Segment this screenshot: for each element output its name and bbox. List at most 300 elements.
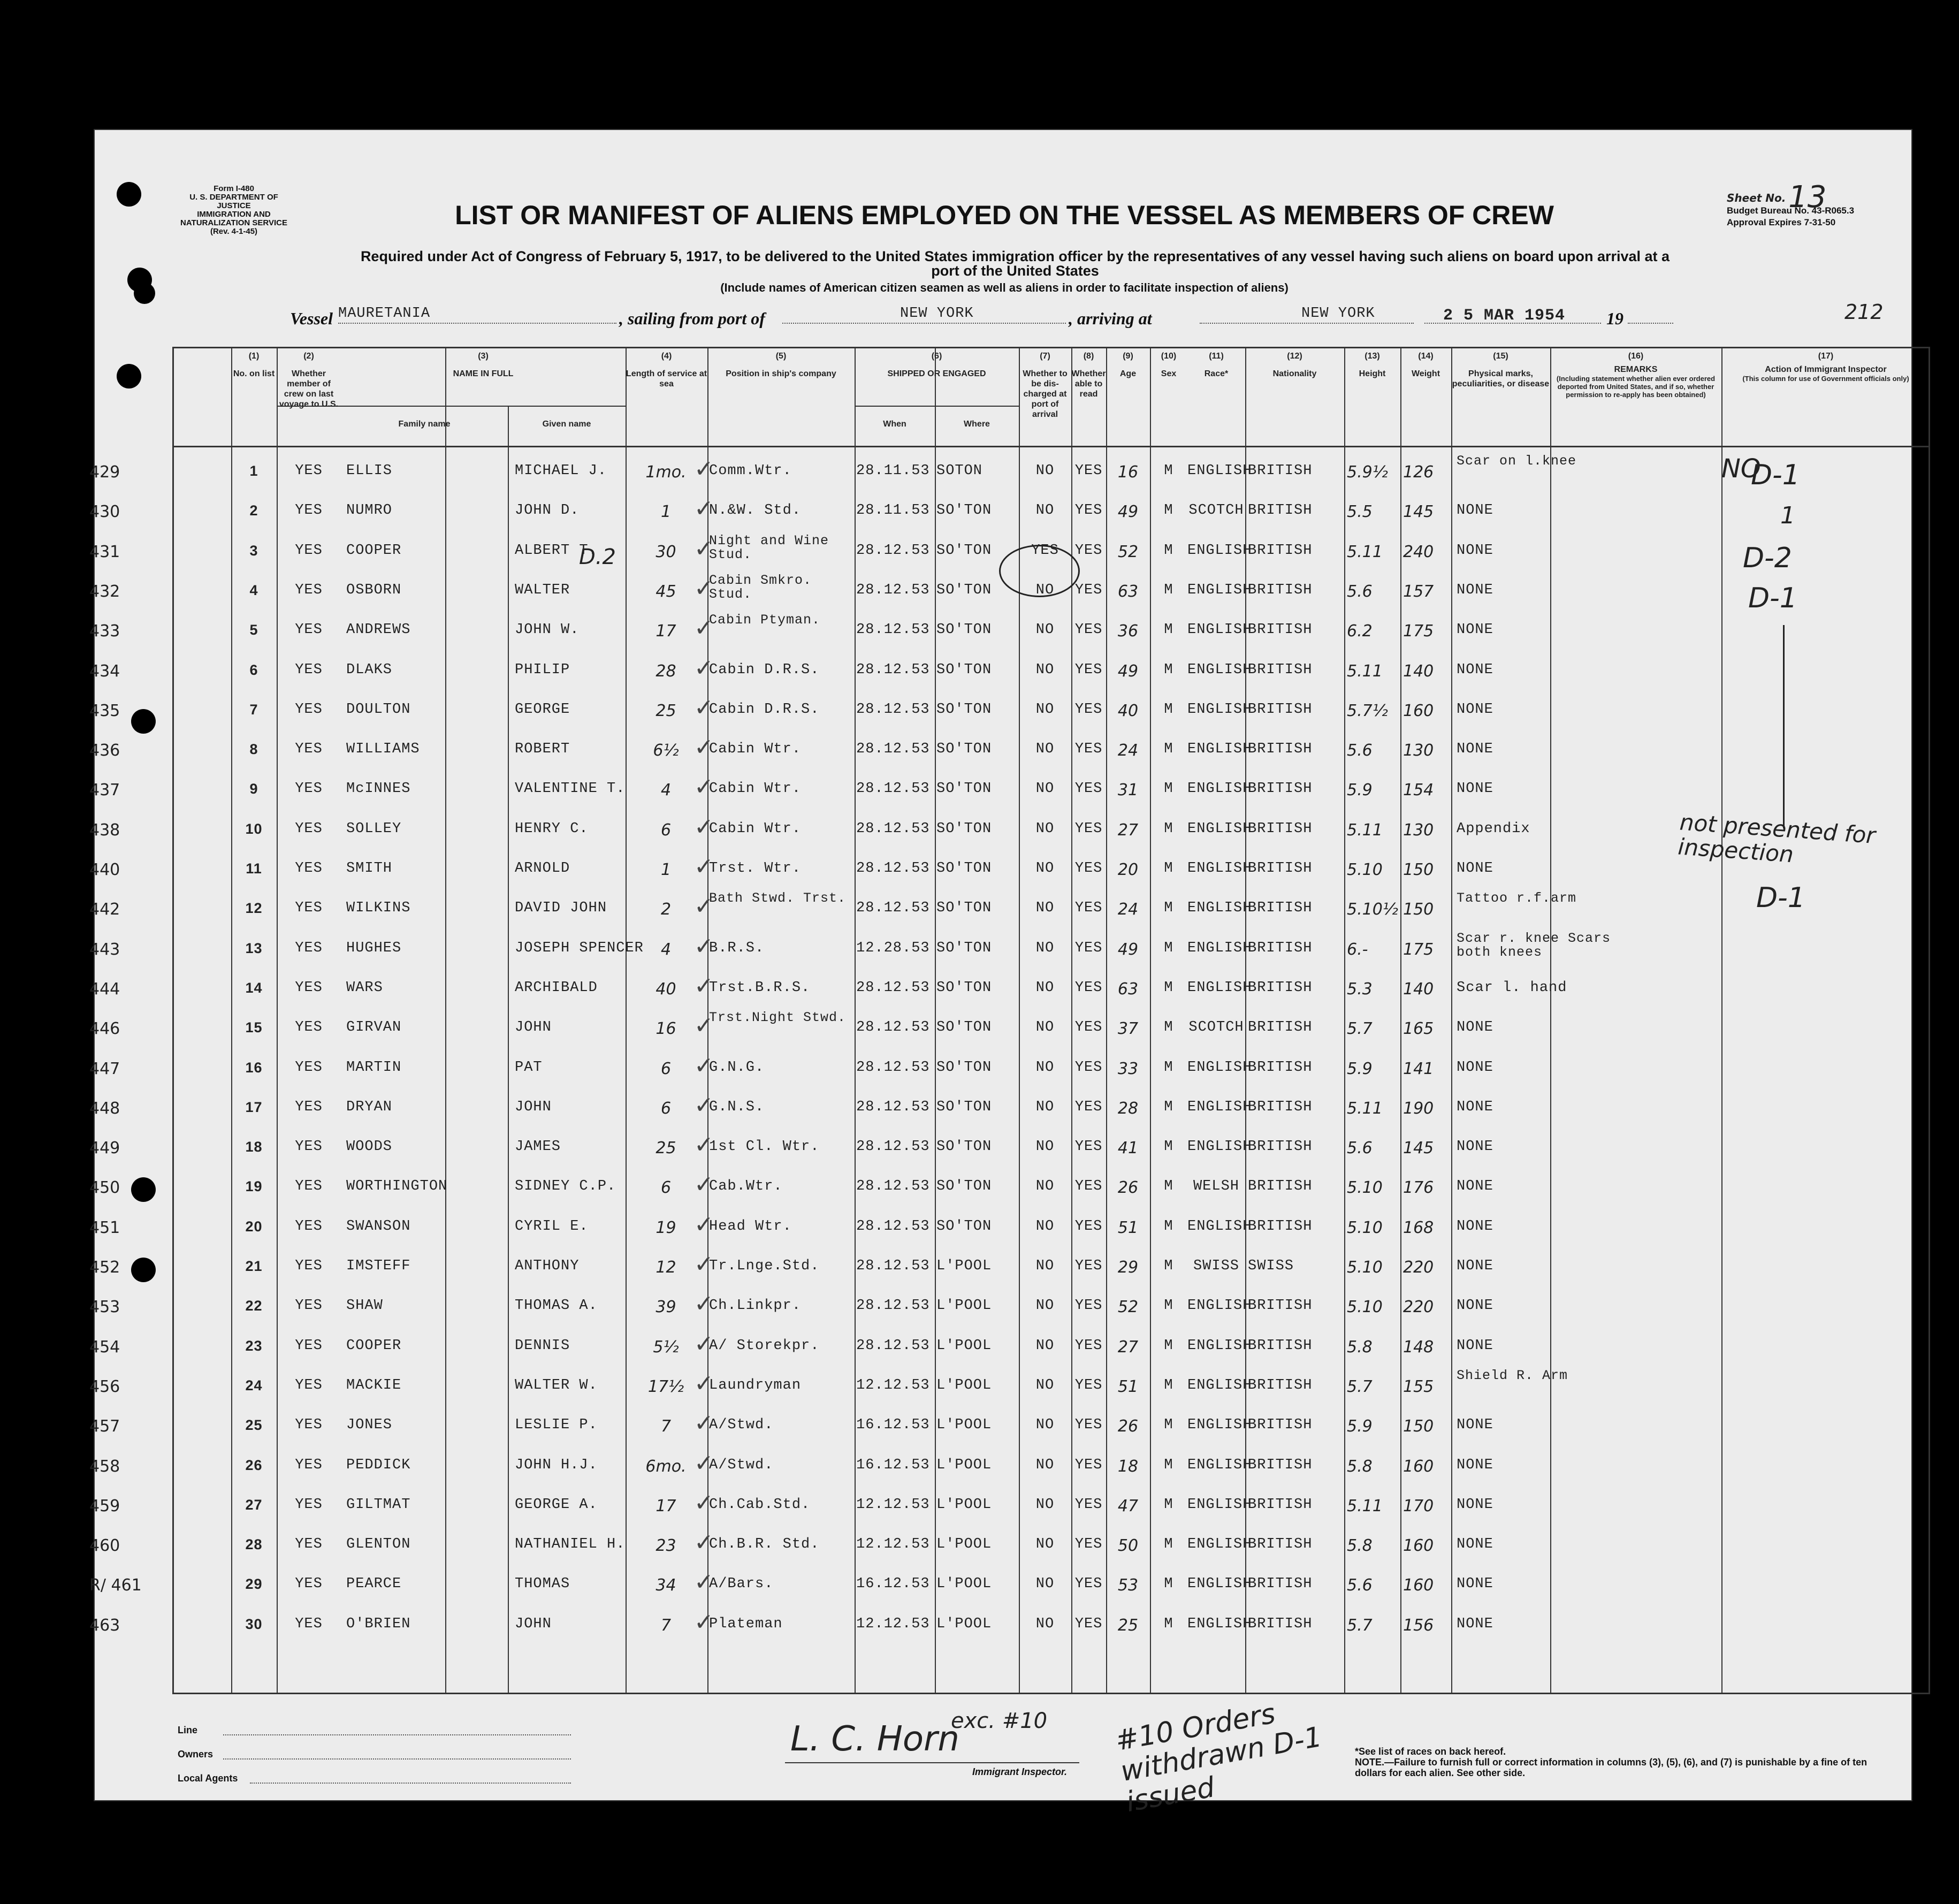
punch-hole xyxy=(117,182,141,207)
check-mark: ✓ xyxy=(694,1091,714,1119)
cell-given: PAT xyxy=(515,1059,543,1076)
cell-no: 8 xyxy=(249,741,258,758)
cell-marks: NONE xyxy=(1457,701,1493,718)
cell-pos: Cab.Wtr. xyxy=(709,1178,783,1195)
cell-family: WOODS xyxy=(346,1139,393,1155)
cell-race: ENGLISH xyxy=(1187,1059,1252,1076)
cell-given: WALTER W. xyxy=(515,1377,598,1393)
cell-read: YES xyxy=(1074,1218,1103,1235)
cell-given: THOMAS xyxy=(515,1576,570,1593)
owners-label: Owners xyxy=(178,1749,214,1760)
cell-service: 6 xyxy=(660,1178,672,1198)
cell-race: ENGLISH xyxy=(1187,1099,1252,1115)
line-number: 457 xyxy=(89,1417,120,1436)
cell-age: 25 xyxy=(1117,1616,1139,1635)
cell-no: 29 xyxy=(245,1576,263,1593)
cell-marks: NONE xyxy=(1457,1576,1493,1593)
penalty-note: NOTE.—Failure to furnish full or correct information in columns (3), (5), (6), and (7) is punishable by a fine of ten dollars for each alien. See other side. xyxy=(1355,1757,1867,1778)
cell-race: ENGLISH xyxy=(1187,1536,1252,1553)
line-number: 453 xyxy=(89,1298,120,1317)
column-number: (7) xyxy=(1040,352,1050,361)
cell-when: 12.12.53 xyxy=(856,1616,930,1632)
cell-given: DENNIS xyxy=(515,1337,570,1354)
cell-ht: 5.10 xyxy=(1347,1258,1383,1277)
cell-read: YES xyxy=(1074,1417,1103,1434)
cell-disch: NO xyxy=(1035,940,1055,956)
line-number: 438 xyxy=(89,820,120,840)
cell-service: 30 xyxy=(655,542,676,561)
cell-family: OSBORN xyxy=(346,582,402,598)
cell-service: 6 xyxy=(660,820,672,840)
cell-prev: YES xyxy=(295,741,323,758)
cell-where: SO'TON xyxy=(936,1218,992,1235)
action-tick-1: 1 xyxy=(1780,502,1795,529)
cell-service: 1 xyxy=(660,860,672,879)
cell-nat: BRITISH xyxy=(1248,1059,1313,1076)
cell-race: ENGLISH xyxy=(1187,1337,1252,1354)
cell-disch: NO xyxy=(1035,1298,1055,1314)
cell-sex: M xyxy=(1164,1139,1173,1155)
cell-where: SO'TON xyxy=(936,502,992,519)
action-bracket xyxy=(1783,625,1785,828)
cell-nat: BRITISH xyxy=(1248,741,1313,758)
cell-when: 28.12.53 xyxy=(856,1139,930,1155)
cell-when: 12.12.53 xyxy=(856,1536,930,1553)
cell-where: SO'TON xyxy=(936,820,992,837)
cell-age: 51 xyxy=(1117,1218,1139,1237)
line-number: 432 xyxy=(89,582,120,601)
cell-service: 17½ xyxy=(647,1377,684,1396)
table-row xyxy=(89,1127,1930,1166)
table-row xyxy=(89,1564,1930,1603)
cell-marks: NONE xyxy=(1457,1536,1493,1553)
cell-family: GIRVAN xyxy=(346,1019,402,1036)
cell-family: JONES xyxy=(346,1417,393,1434)
cell-pos: Cabin Wtr. xyxy=(709,820,802,837)
cell-read: YES xyxy=(1074,1298,1103,1314)
table-row xyxy=(89,888,1930,927)
line-number: 443 xyxy=(89,940,120,959)
table-row xyxy=(89,1485,1930,1524)
cell-age: 28 xyxy=(1117,1099,1139,1118)
line-number: 448 xyxy=(89,1099,120,1118)
cell-nat: BRITISH xyxy=(1248,1576,1313,1593)
cell-prev: YES xyxy=(295,1218,323,1235)
cell-no: 9 xyxy=(249,781,258,797)
cell-read: YES xyxy=(1074,1576,1103,1593)
column-subheader-left: When xyxy=(883,420,906,429)
cell-read: YES xyxy=(1074,820,1103,837)
cell-prev: YES xyxy=(295,1178,323,1195)
line-number: 451 xyxy=(89,1218,120,1237)
cell-when: 12.12.53 xyxy=(856,1377,930,1393)
cell-no: 24 xyxy=(245,1377,263,1393)
cell-wt: 175 xyxy=(1403,940,1434,959)
cell-where: L'POOL xyxy=(936,1457,992,1473)
check-mark: ✓ xyxy=(694,1052,714,1079)
sheet-number: 13 xyxy=(1788,180,1827,215)
cell-read: YES xyxy=(1074,1457,1103,1473)
cell-no: 1 xyxy=(249,463,258,479)
cell-nat: BRITISH xyxy=(1248,1178,1313,1195)
cell-sex: M xyxy=(1164,1417,1173,1434)
check-mark: ✓ xyxy=(694,853,714,880)
cell-family: PEDDICK xyxy=(346,1457,411,1473)
cell-prev: YES xyxy=(295,940,323,956)
line-number: 452 xyxy=(89,1258,120,1277)
sheet-block xyxy=(1727,180,1887,229)
cell-prev: YES xyxy=(295,1337,323,1354)
arriving-label: , arriving at xyxy=(1069,309,1152,328)
cell-where: L'POOL xyxy=(936,1298,992,1314)
revision-date: (Rev. 4-1-45) xyxy=(210,227,258,236)
cell-race: ENGLISH xyxy=(1187,661,1252,678)
cell-age: 37 xyxy=(1117,1019,1139,1039)
cell-nat: SWISS xyxy=(1248,1258,1294,1274)
cell-nat: BRITISH xyxy=(1248,661,1313,678)
cell-when: 16.12.53 xyxy=(856,1576,930,1593)
cell-where: L'POOL xyxy=(936,1536,992,1553)
cell-disch: NO xyxy=(1035,1337,1055,1354)
cell-prev: YES xyxy=(295,463,323,479)
cell-no: 25 xyxy=(245,1417,263,1434)
cell-pos: Cabin Ptyman. xyxy=(709,612,821,628)
cell-sex: M xyxy=(1164,1536,1173,1553)
cell-nat: BRITISH xyxy=(1248,900,1313,917)
cell-sex: M xyxy=(1164,1496,1173,1513)
cell-prev: YES xyxy=(295,622,323,638)
cell-disch: NO xyxy=(1035,1616,1055,1632)
table-row xyxy=(89,610,1930,649)
cell-where: SO'TON xyxy=(936,900,992,917)
cell-read: YES xyxy=(1074,940,1103,956)
cell-pos: Trst.B.R.S. xyxy=(709,979,811,996)
column-number: (6) xyxy=(931,352,942,361)
cell-age: 52 xyxy=(1117,542,1139,561)
cell-marks: Scar r. knee Scars both knees xyxy=(1457,930,1611,960)
cell-no: 7 xyxy=(249,701,258,718)
cell-no: 19 xyxy=(245,1178,263,1195)
cell-ht: 5.11 xyxy=(1347,820,1383,840)
cell-race: ENGLISH xyxy=(1187,542,1252,559)
cell-family: GLENTON xyxy=(346,1536,411,1553)
cell-family: SOLLEY xyxy=(346,820,402,837)
cell-no: 11 xyxy=(246,860,262,877)
cell-race: ENGLISH xyxy=(1187,781,1252,797)
check-mark: ✓ xyxy=(694,1568,714,1596)
date-stamp: 2 5 MAR 1954 xyxy=(1443,307,1566,325)
table-row xyxy=(89,1087,1930,1126)
check-mark: ✓ xyxy=(694,734,714,761)
cell-given: ARCHIBALD xyxy=(515,979,598,996)
cell-sex: M xyxy=(1164,1258,1173,1274)
action-d1-d: D-1 xyxy=(1756,882,1805,914)
cell-age: 49 xyxy=(1117,502,1139,522)
column-number: (8) xyxy=(1083,352,1094,361)
column-label: Whether able to read xyxy=(1071,369,1106,399)
cell-disch: NO xyxy=(1035,781,1055,797)
column-header-8 xyxy=(1071,351,1106,399)
cell-marks: NONE xyxy=(1457,1019,1493,1036)
cell-wt: 141 xyxy=(1403,1059,1434,1078)
column-header-11 xyxy=(1187,351,1245,379)
cell-sex: M xyxy=(1164,1457,1173,1473)
cell-when: 28.12.53 xyxy=(856,1178,930,1195)
check-mark: ✓ xyxy=(694,932,714,960)
column-number: (13) xyxy=(1365,352,1380,361)
cell-pos: Laundryman xyxy=(709,1377,802,1393)
cell-pos: Ch.Linkpr. xyxy=(709,1298,802,1314)
line-number: 447 xyxy=(89,1059,120,1078)
cell-no: 30 xyxy=(245,1616,263,1632)
cell-pos: B.R.S. xyxy=(709,940,765,956)
cell-wt: 130 xyxy=(1403,741,1434,760)
cell-disch: NO xyxy=(1035,661,1055,678)
line-number: 437 xyxy=(89,781,120,800)
cell-given: GEORGE A. xyxy=(515,1496,598,1513)
cell-age: 26 xyxy=(1117,1417,1139,1436)
cell-prev: YES xyxy=(295,1576,323,1593)
cell-read: YES xyxy=(1074,860,1103,877)
column-header-3 xyxy=(341,351,626,379)
cell-service: 25 xyxy=(655,701,676,720)
manifest-content xyxy=(89,141,1909,1819)
table-row xyxy=(89,1405,1930,1444)
cell-ht: 6.2 xyxy=(1347,622,1373,641)
cell-no: 26 xyxy=(245,1457,263,1473)
cell-given: MICHAEL J. xyxy=(515,463,607,479)
cell-nat: BRITISH xyxy=(1248,940,1313,956)
cell-where: SO'TON xyxy=(936,661,992,678)
cell-race: SCOTCH xyxy=(1188,1019,1244,1036)
cell-disch: YES xyxy=(1031,542,1059,559)
cell-nat: BRITISH xyxy=(1248,1457,1313,1473)
action-d1-c: D-1 xyxy=(1748,582,1797,614)
cell-wt: 156 xyxy=(1403,1616,1434,1635)
cell-race: ENGLISH xyxy=(1187,979,1252,996)
column-header-15 xyxy=(1451,351,1550,389)
cell-sex: M xyxy=(1164,502,1173,519)
cell-nat: BRITISH xyxy=(1248,979,1313,996)
column-label: Action of Immigrant Inspector xyxy=(1765,365,1887,374)
cell-disch: NO xyxy=(1035,1178,1055,1195)
punch-hole xyxy=(131,1258,156,1282)
cell-ht: 5.8 xyxy=(1347,1457,1373,1476)
cell-wt: 165 xyxy=(1403,1019,1434,1039)
cell-wt: 145 xyxy=(1403,502,1434,522)
line-number: 449 xyxy=(89,1139,120,1158)
cell-no: 10 xyxy=(245,820,263,837)
cell-ht: 5.6 xyxy=(1347,741,1373,760)
cell-service: 7 xyxy=(660,1417,672,1436)
cell-sex: M xyxy=(1164,1576,1173,1593)
cell-nat: BRITISH xyxy=(1248,542,1313,559)
cell-when: 28.12.53 xyxy=(856,582,930,598)
cell-wt: 126 xyxy=(1403,463,1434,482)
cell-prev: YES xyxy=(295,1457,323,1473)
column-number: (9) xyxy=(1123,352,1133,361)
table-row xyxy=(89,491,1930,530)
cell-no: 6 xyxy=(249,661,258,678)
cell-ht: 5.6 xyxy=(1347,582,1373,601)
cell-wt: 220 xyxy=(1403,1298,1434,1317)
check-mark: ✓ xyxy=(694,1290,714,1318)
cell-pos: Cabin Wtr. xyxy=(709,741,802,758)
column-label: Age xyxy=(1119,369,1137,378)
cell-read: YES xyxy=(1074,661,1103,678)
cell-ht: 5.10 xyxy=(1347,860,1383,879)
cell-marks: NONE xyxy=(1457,622,1493,638)
cell-age: 63 xyxy=(1117,979,1139,999)
order-note: #10 Orders withdrawn D-1 issued xyxy=(1112,1697,1325,1819)
cell-nat: BRITISH xyxy=(1248,781,1313,797)
required-line-1: Required under Act of Congress of February 5, 1917, to be delivered to the United States immigration officer by the representatives of any vessel having such aliens on board upon arrival at a xyxy=(360,248,1670,264)
cell-where: SO'TON xyxy=(936,1178,992,1195)
punch-hole xyxy=(134,283,155,304)
cell-service: 28 xyxy=(655,661,676,681)
cell-age: 18 xyxy=(1117,1457,1139,1476)
cell-service: 4 xyxy=(660,940,672,959)
cell-wt: 240 xyxy=(1403,542,1434,561)
cell-where: L'POOL xyxy=(936,1417,992,1434)
sailing-label: , sailing from port of xyxy=(619,309,765,328)
cell-disch: NO xyxy=(1035,1258,1055,1274)
arriving-port: NEW YORK xyxy=(1301,306,1375,322)
check-mark: ✓ xyxy=(694,495,714,523)
cell-given: JOHN xyxy=(515,1099,552,1115)
cell-pos: Bath Stwd. Trst. xyxy=(709,890,847,907)
cell-nat: BRITISH xyxy=(1248,1298,1313,1314)
cell-disch: NO xyxy=(1035,979,1055,996)
cell-prev: YES xyxy=(295,701,323,718)
column-label: Race* xyxy=(1204,369,1229,378)
column-label: Sex xyxy=(1161,369,1177,378)
cell-read: YES xyxy=(1074,1616,1103,1632)
cell-read: YES xyxy=(1074,542,1103,559)
cell-read: YES xyxy=(1074,979,1103,996)
exc-note: exc. #10 xyxy=(951,1709,1048,1733)
cell-marks: NONE xyxy=(1457,1099,1493,1115)
line-number: 456 xyxy=(89,1377,120,1396)
inspector-signature: L. C. Horn xyxy=(790,1719,959,1759)
cell-ht: 5.11 xyxy=(1347,661,1383,681)
cell-where: SO'TON xyxy=(936,1019,992,1036)
cell-pos: N.&W. Std. xyxy=(709,502,802,519)
cell-marks: NONE xyxy=(1457,1059,1493,1076)
cell-family: DRYAN xyxy=(346,1099,393,1115)
check-mark: ✓ xyxy=(694,1012,714,1040)
cell-where: SO'TON xyxy=(936,622,992,638)
cell-service: 40 xyxy=(655,979,676,999)
table-row xyxy=(89,928,1930,968)
line-number: 444 xyxy=(89,979,120,999)
cell-race: WELSH xyxy=(1193,1178,1239,1195)
cell-pos: Cabin Wtr. xyxy=(709,781,802,797)
line-number: 454 xyxy=(89,1337,120,1357)
cell-sex: M xyxy=(1164,661,1173,678)
cell-age: 41 xyxy=(1117,1139,1139,1158)
line-label: Line xyxy=(178,1725,198,1735)
cell-age: 20 xyxy=(1117,860,1139,879)
column-number: (12) xyxy=(1287,352,1302,361)
cell-sex: M xyxy=(1164,940,1173,956)
cell-ht: 5.7 xyxy=(1347,1377,1373,1396)
cell-no: 13 xyxy=(245,940,263,956)
cell-pos: Ch.B.R. Std. xyxy=(709,1536,820,1553)
column-number: (14) xyxy=(1418,352,1434,361)
column-subheader-right: Where xyxy=(964,420,990,429)
cell-ht: 5.10½ xyxy=(1347,900,1398,919)
cell-race: SWISS xyxy=(1193,1258,1239,1274)
cell-race: ENGLISH xyxy=(1187,900,1252,917)
cell-disch: NO xyxy=(1035,1457,1055,1473)
cell-read: YES xyxy=(1074,1258,1103,1274)
cell-no: 22 xyxy=(245,1298,263,1314)
cell-family: McINNES xyxy=(346,781,411,797)
cell-ht: 5.9 xyxy=(1347,781,1373,800)
cell-ht: 5.8 xyxy=(1347,1337,1373,1357)
cell-disch: NO xyxy=(1035,1218,1055,1235)
cell-ht: 5.5 xyxy=(1347,502,1373,522)
cell-prev: YES xyxy=(295,1417,323,1434)
cell-race: ENGLISH xyxy=(1187,1417,1252,1434)
punch-hole xyxy=(131,709,156,734)
cell-when: 12.28.53 xyxy=(856,940,930,956)
cell-disch: NO xyxy=(1035,1417,1055,1434)
cell-wt: 160 xyxy=(1403,1457,1434,1476)
cell-family: MARTIN xyxy=(346,1059,402,1076)
cell-family: NUMRO xyxy=(346,502,393,519)
cell-when: 28.12.53 xyxy=(856,1337,930,1354)
table-row xyxy=(89,1286,1930,1325)
cell-no: 5 xyxy=(249,622,258,638)
cell-pos: A/ Storekpr. xyxy=(709,1337,820,1354)
cell-given: ROBERT xyxy=(515,741,570,758)
punch-hole xyxy=(131,1177,156,1202)
cell-race: ENGLISH xyxy=(1187,582,1252,598)
punch-hole xyxy=(117,364,141,389)
cell-no: 20 xyxy=(245,1218,263,1235)
cell-nat: BRITISH xyxy=(1248,860,1313,877)
cell-marks: NONE xyxy=(1457,1417,1493,1434)
cell-race: ENGLISH xyxy=(1187,1457,1252,1473)
column-header-14 xyxy=(1400,351,1451,379)
cell-age: 36 xyxy=(1117,622,1139,641)
cell-race: ENGLISH xyxy=(1187,1218,1252,1235)
cell-when: 28.12.53 xyxy=(856,1298,930,1314)
column-number: (5) xyxy=(775,352,787,361)
cell-prev: YES xyxy=(295,820,323,837)
cell-marks: NONE xyxy=(1457,661,1493,678)
cell-read: YES xyxy=(1074,1099,1103,1115)
cell-pos: Head Wtr. xyxy=(709,1218,792,1235)
cell-service: 17 xyxy=(655,622,676,641)
cell-service: 1mo. xyxy=(645,463,687,482)
cell-wt: 145 xyxy=(1403,1139,1434,1158)
cell-marks: NONE xyxy=(1457,1258,1493,1274)
cell-sex: M xyxy=(1164,1616,1173,1632)
cell-marks: NONE xyxy=(1457,1337,1493,1354)
required-line-2: port of the United States xyxy=(931,263,1099,279)
table-row xyxy=(89,1366,1930,1405)
column-sublabel: (Including statement whether alien ever ordered deported from United States, and if so, whether permission to re-apply has been obtained) xyxy=(1556,375,1716,399)
column-number: (17) xyxy=(1818,352,1834,361)
table-row xyxy=(89,451,1930,490)
cell-disch: NO xyxy=(1035,502,1055,519)
cell-disch: NO xyxy=(1035,820,1055,837)
cell-family: PEARCE xyxy=(346,1576,402,1593)
cell-given: JOSEPH SPENCER xyxy=(515,940,644,956)
